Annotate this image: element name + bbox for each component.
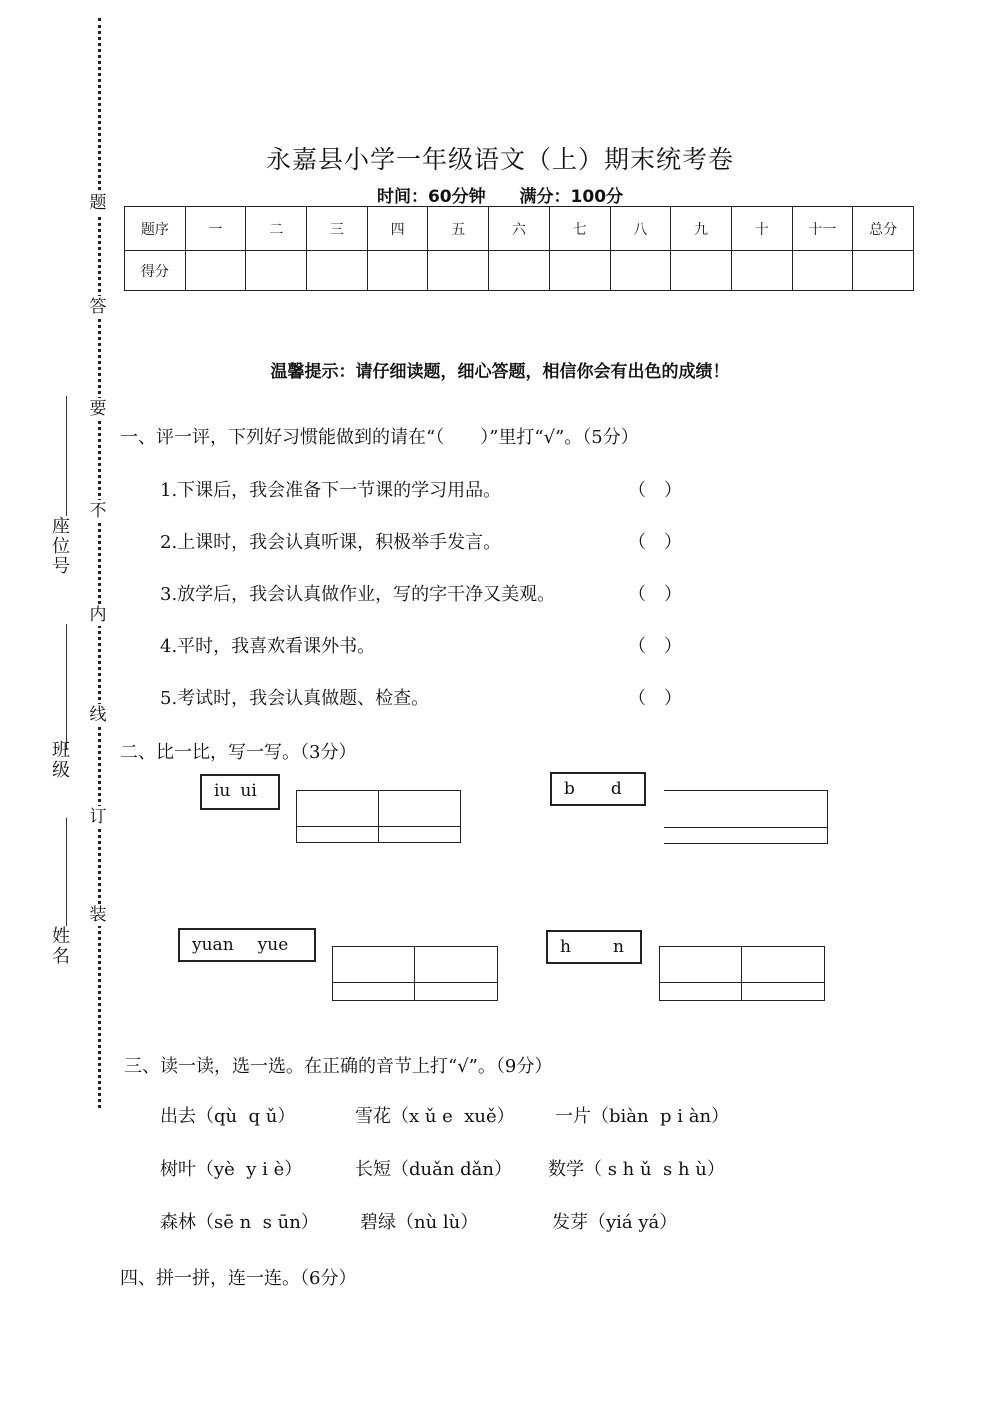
score-header-cell: 二: [246, 207, 307, 251]
score-header-cell: 九: [671, 207, 732, 251]
pinyin-text: yue: [257, 935, 289, 955]
pinyin-text: iu: [214, 781, 231, 801]
binding-char: 内: [89, 605, 107, 625]
score-header-cell: 三: [307, 207, 368, 251]
pinyin-text: yuan: [192, 935, 234, 955]
exam-subtitle: [0, 182, 1000, 207]
score-cell[interactable]: [428, 251, 489, 291]
pinyin-choice[interactable]: 碧绿（nù lù）: [360, 1212, 479, 1233]
score-cell[interactable]: [671, 251, 732, 291]
exam-full-score: 满分：100分: [519, 187, 624, 207]
binding-char: 题: [89, 193, 107, 213]
pinyin-choice[interactable]: 森林（sē n s ūn）: [160, 1212, 319, 1233]
score-row-label: 得分: [125, 251, 186, 291]
seat-number-label: 座位号: [49, 516, 70, 576]
pinyin-choice[interactable]: 长短（duǎn dǎn）: [355, 1159, 513, 1180]
writing-grid[interactable]: [659, 946, 825, 1001]
seat-number-line[interactable]: [66, 396, 67, 516]
score-cell[interactable]: [792, 251, 853, 291]
score-table: [124, 206, 914, 291]
score-header-cell: 十一: [792, 207, 853, 251]
binding-char: 线: [89, 705, 107, 725]
score-header-cell: 八: [610, 207, 671, 251]
binding-char: 答: [89, 297, 107, 317]
score-header-cell: 四: [367, 207, 428, 251]
section1-item: 2.上课时，我会认真听课，积极举手发言。: [160, 532, 502, 553]
exam-time: 时间：60分钟: [376, 187, 486, 207]
score-header-cell: 总分: [853, 207, 914, 251]
writing-lines[interactable]: [664, 790, 828, 844]
score-cell[interactable]: [246, 251, 307, 291]
class-label: 班级: [49, 740, 70, 780]
binding-char: 订: [89, 807, 107, 827]
answer-paren[interactable]: （）: [628, 584, 700, 605]
score-header-cell: 五: [428, 207, 489, 251]
score-cell[interactable]: [367, 251, 428, 291]
score-header-cell: 七: [549, 207, 610, 251]
score-cell[interactable]: [185, 251, 246, 291]
pinyin-text: ui: [240, 781, 257, 801]
score-cell[interactable]: [307, 251, 368, 291]
score-header-cell: 题序: [125, 207, 186, 251]
section1-item: 5.考试时，我会认真做题、检查。: [160, 688, 430, 709]
section1-item: 1.下课后，我会准备下一节课的学习用品。: [160, 480, 502, 501]
pinyin-box: [550, 772, 646, 806]
answer-paren[interactable]: （）: [628, 480, 700, 501]
section1-title: 一、评一评，下列好习惯能做到的请在“（ ）”里打“√”。（5分）: [120, 427, 639, 448]
pinyin-text: n: [612, 937, 624, 957]
score-table-score-row: [125, 251, 914, 291]
answer-paren[interactable]: （）: [628, 532, 700, 553]
warm-tip: 温馨提示：请仔细读题，细心答题，相信你会有出色的成绩！: [270, 362, 730, 382]
score-cell[interactable]: [489, 251, 550, 291]
score-cell[interactable]: [853, 251, 914, 291]
score-cell[interactable]: [731, 251, 792, 291]
pinyin-text: h: [560, 937, 571, 957]
section1-item: 3.放学后，我会认真做作业，写的字干净又美观。: [160, 584, 556, 605]
exam-title: 永嘉县小学一年级语文（上）期末统考卷: [265, 145, 734, 174]
name-label: 姓名: [49, 926, 70, 966]
section1-item: 4.平时，我喜欢看课外书。: [160, 636, 376, 657]
name-line[interactable]: [66, 818, 67, 926]
score-header-cell: 六: [489, 207, 550, 251]
section2-title: 二、比一比，写一写。（3分）: [120, 742, 357, 763]
pinyin-choice[interactable]: 出去（qù q ǔ）: [160, 1106, 296, 1127]
binding-char: 不: [89, 501, 107, 521]
section3-title: 三、读一读，选一选。在正确的音节上打“√”。（9分）: [124, 1056, 553, 1077]
answer-paren[interactable]: （）: [628, 688, 700, 709]
pinyin-choice[interactable]: 发芽（yiá yá）: [552, 1212, 678, 1233]
pinyin-box: [546, 930, 642, 964]
score-header-cell: 十: [731, 207, 792, 251]
writing-grid[interactable]: [296, 790, 461, 843]
binding-char: 要: [89, 399, 107, 419]
score-cell[interactable]: [549, 251, 610, 291]
class-line[interactable]: [66, 624, 67, 750]
score-header-cell: 一: [185, 207, 246, 251]
pinyin-choice[interactable]: 一片（biàn p i àn）: [555, 1106, 730, 1127]
pinyin-text: b: [564, 779, 575, 799]
section4-title: 四、拼一拼，连一连。（6分）: [120, 1268, 357, 1289]
binding-char: 装: [89, 905, 107, 925]
pinyin-box: [178, 928, 316, 962]
pinyin-text: d: [610, 779, 622, 799]
score-cell[interactable]: [610, 251, 671, 291]
writing-grid[interactable]: [332, 946, 498, 1001]
pinyin-choice[interactable]: 数学（ s h ǔ s h ù）: [548, 1159, 725, 1180]
answer-paren[interactable]: （）: [628, 636, 700, 657]
pinyin-box: [200, 774, 280, 810]
pinyin-choice[interactable]: 树叶（yè y i è）: [160, 1159, 303, 1180]
pinyin-choice[interactable]: 雪花（x ǔ e xuě）: [355, 1106, 515, 1127]
score-table-header-row: [125, 207, 914, 251]
